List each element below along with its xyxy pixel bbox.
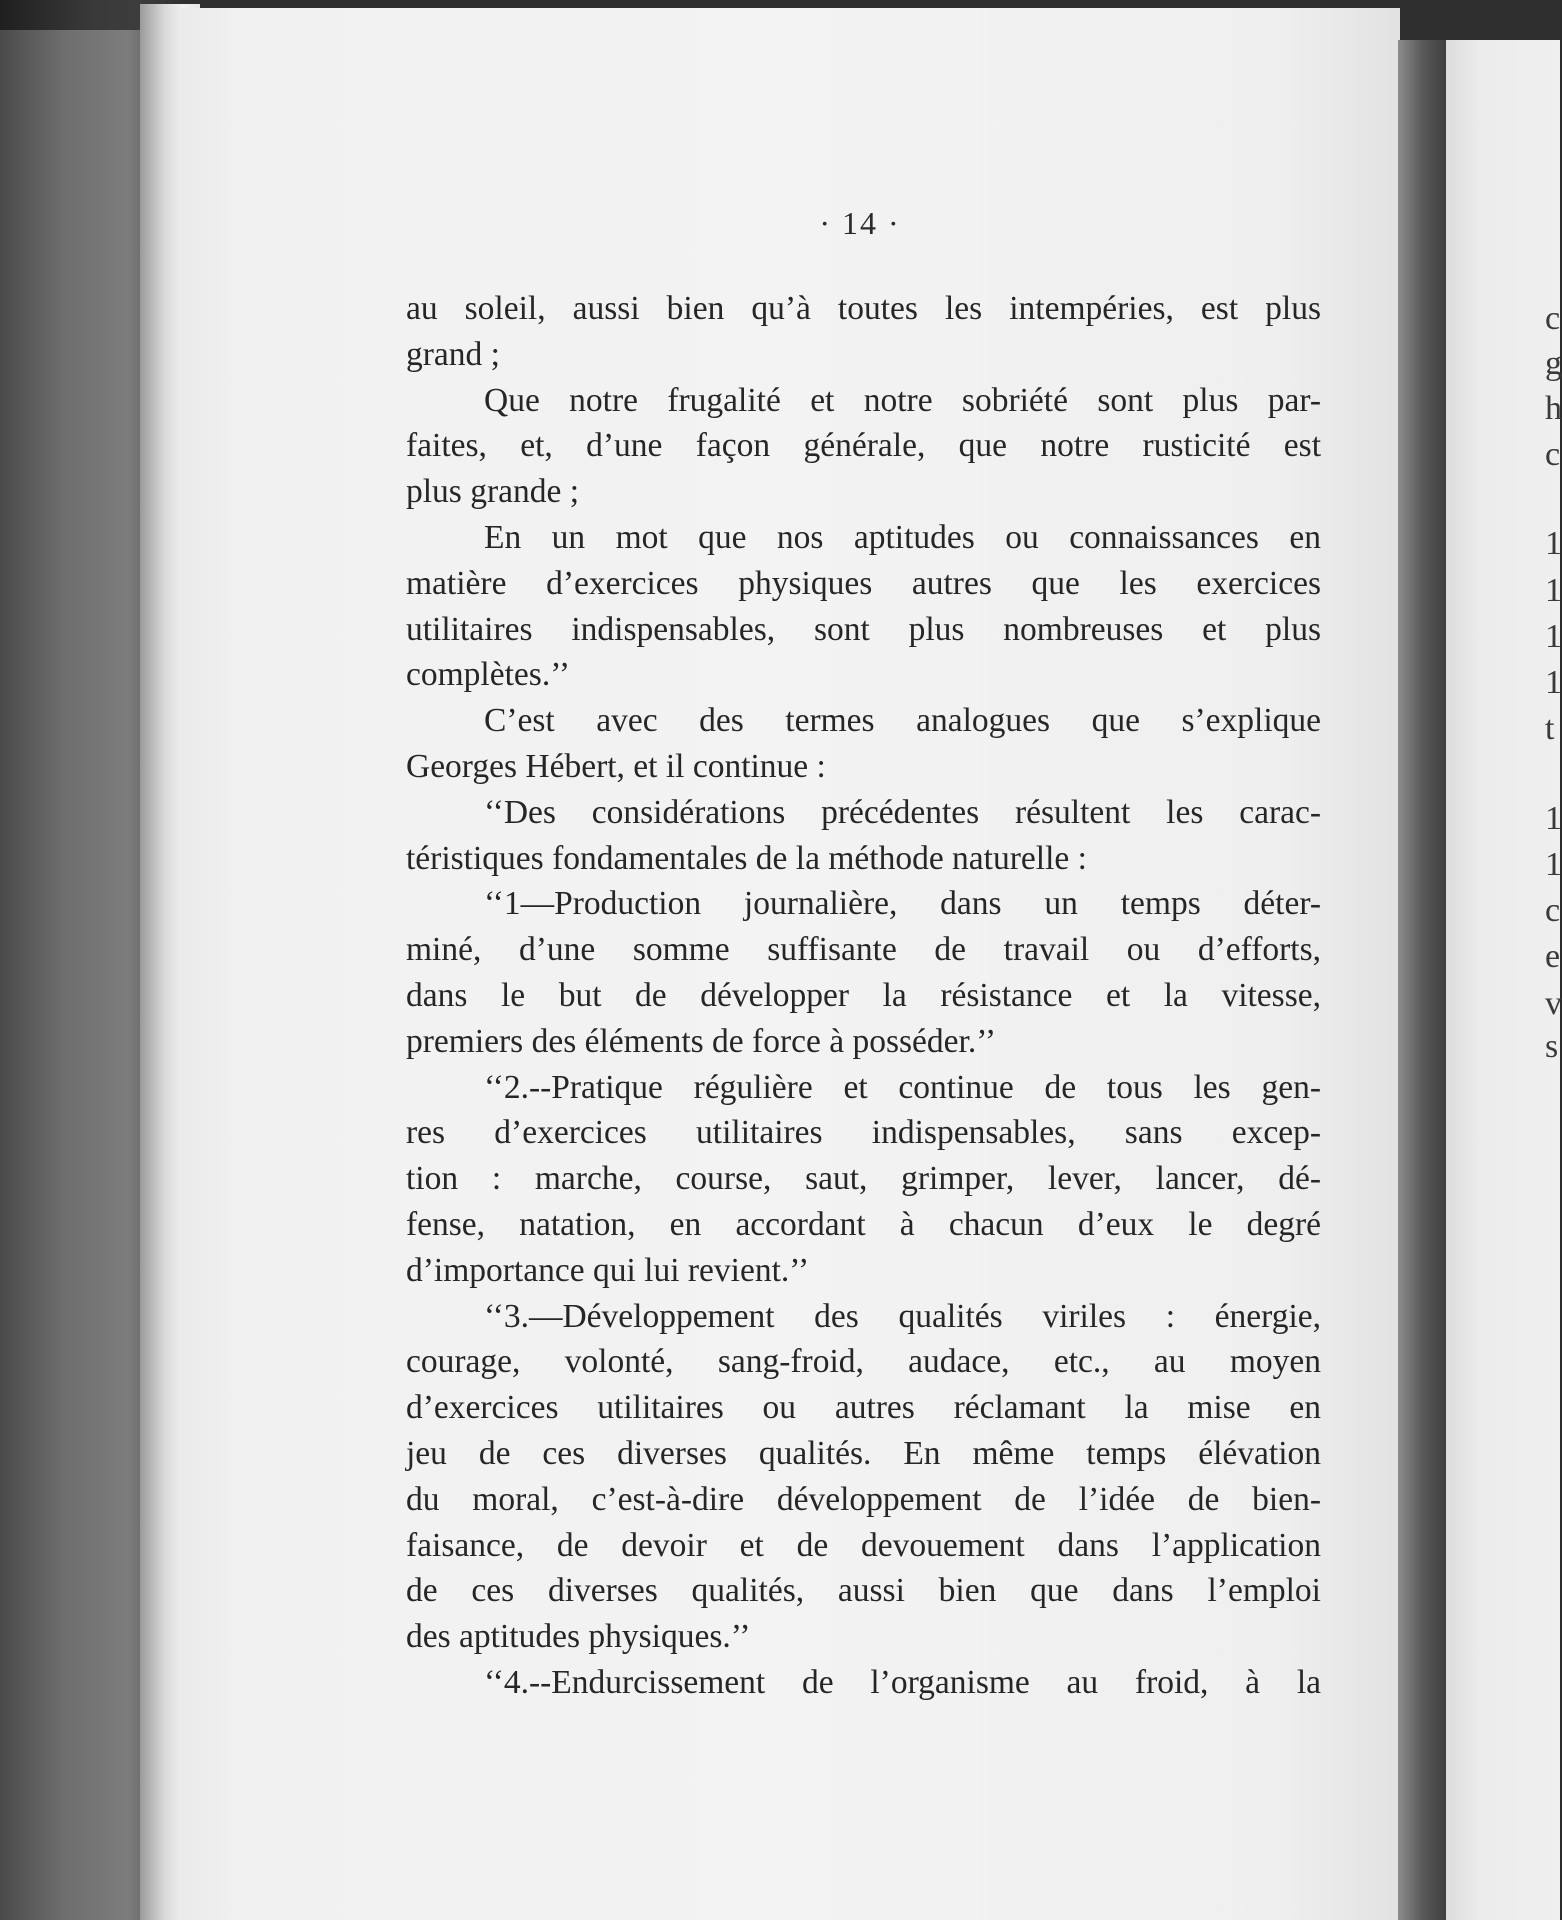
text-line: au soleil, aussi bien qu’à toutes les intempéries, est plus bbox=[406, 290, 1321, 327]
text-line: tion : marche, course, saut, grimper, lever, lancer, dé- bbox=[406, 1160, 1321, 1198]
gutter-shadow bbox=[1398, 40, 1446, 1920]
text-line: C’est avec des termes analogues que s’explique bbox=[484, 702, 1321, 740]
text-line: de ces diverses qualités, aussi bien que dans l’emploi bbox=[406, 1572, 1321, 1610]
facing-page-letter: c bbox=[1545, 892, 1561, 929]
page-body-text bbox=[406, 286, 1321, 1706]
text-line: res d’exercices utilitaires indispensables, sans excep- bbox=[406, 1114, 1321, 1152]
text-line: complètes.’’ bbox=[406, 656, 571, 694]
text-line: faites, et, d’une façon générale, que notre rusticité est bbox=[406, 427, 1321, 465]
facing-page-letter: t bbox=[1545, 710, 1555, 747]
text-line: téristiques fondamentales de la méthode naturelle : bbox=[406, 839, 1087, 877]
text-line: grand ; bbox=[406, 335, 500, 373]
text-line: miné, d’une somme suffisante de travail ou d’efforts, bbox=[406, 931, 1321, 969]
text-line: faisance, de devoir et de devouement dans l’application bbox=[406, 1526, 1321, 1564]
text-line: Georges Hébert, et il continue : bbox=[406, 747, 826, 785]
text-line: En un mot que nos aptitudes ou connaissances en bbox=[484, 518, 1321, 556]
text-line: courage, volonté, sang-froid, audace, etc., au moyen bbox=[406, 1343, 1321, 1381]
text-line: jeu de ces diverses qualités. En même temps élévation bbox=[406, 1434, 1321, 1472]
facing-page-letter: 1 bbox=[1545, 618, 1562, 655]
facing-page-letter: s bbox=[1545, 1028, 1559, 1065]
text-line: dans le but de développer la résistance et la vitesse, bbox=[406, 976, 1321, 1014]
facing-page-letter: 1 bbox=[1545, 800, 1562, 837]
facing-page-letter: v bbox=[1545, 985, 1562, 1022]
text-line: fense, natation, en accordant à chacun d’eux le degré bbox=[406, 1205, 1321, 1243]
text-line: du moral, c’est-à-dire développement de l’idée de bien- bbox=[406, 1480, 1321, 1518]
facing-page-letter: 1 bbox=[1545, 664, 1562, 701]
text-line: premiers des éléments de force à posséder.’’ bbox=[406, 1022, 997, 1060]
book-cover-edge bbox=[0, 30, 160, 1920]
facing-page-letter: c bbox=[1545, 300, 1561, 337]
facing-page-letter: g bbox=[1545, 345, 1562, 382]
text-line: ‘‘2.--Pratique régulière et continue de tous les gen- bbox=[484, 1068, 1321, 1106]
text-line: utilitaires indispensables, sont plus nombreuses et plus bbox=[406, 610, 1321, 648]
facing-page-letter: c bbox=[1545, 436, 1561, 473]
facing-page-letter: 1 bbox=[1545, 572, 1562, 609]
text-line: d’exercices utilitaires ou autres réclamant la mise en bbox=[406, 1389, 1321, 1427]
text-line: ‘‘Des considérations précédentes résultent les carac- bbox=[484, 793, 1321, 831]
facing-page-letter: 1 bbox=[1545, 525, 1562, 562]
text-line: ‘‘3.—Développement des qualités viriles : énergie, bbox=[484, 1297, 1321, 1335]
text-line: Que notre frugalité et notre sobriété sont plus par- bbox=[484, 381, 1321, 419]
text-line: plus grande ; bbox=[406, 473, 580, 511]
page-number: · 14 · bbox=[819, 205, 901, 241]
text-line: ‘‘4.--Endurcissement de l’organisme au froid, à la bbox=[484, 1663, 1321, 1701]
facing-page-letter: h bbox=[1545, 390, 1562, 427]
text-line: matière d’exercices physiques autres que les exercices bbox=[406, 564, 1321, 602]
facing-page-edge bbox=[1446, 40, 1560, 1920]
facing-page-letter: e bbox=[1545, 938, 1561, 975]
text-line: des aptitudes physiques.’’ bbox=[406, 1618, 751, 1656]
facing-page-letter: 1 bbox=[1545, 846, 1562, 883]
text-line: ‘‘1—Production journalière, dans un temps déter- bbox=[484, 885, 1321, 923]
text-line: d’importance qui lui revient.’’ bbox=[406, 1251, 810, 1289]
